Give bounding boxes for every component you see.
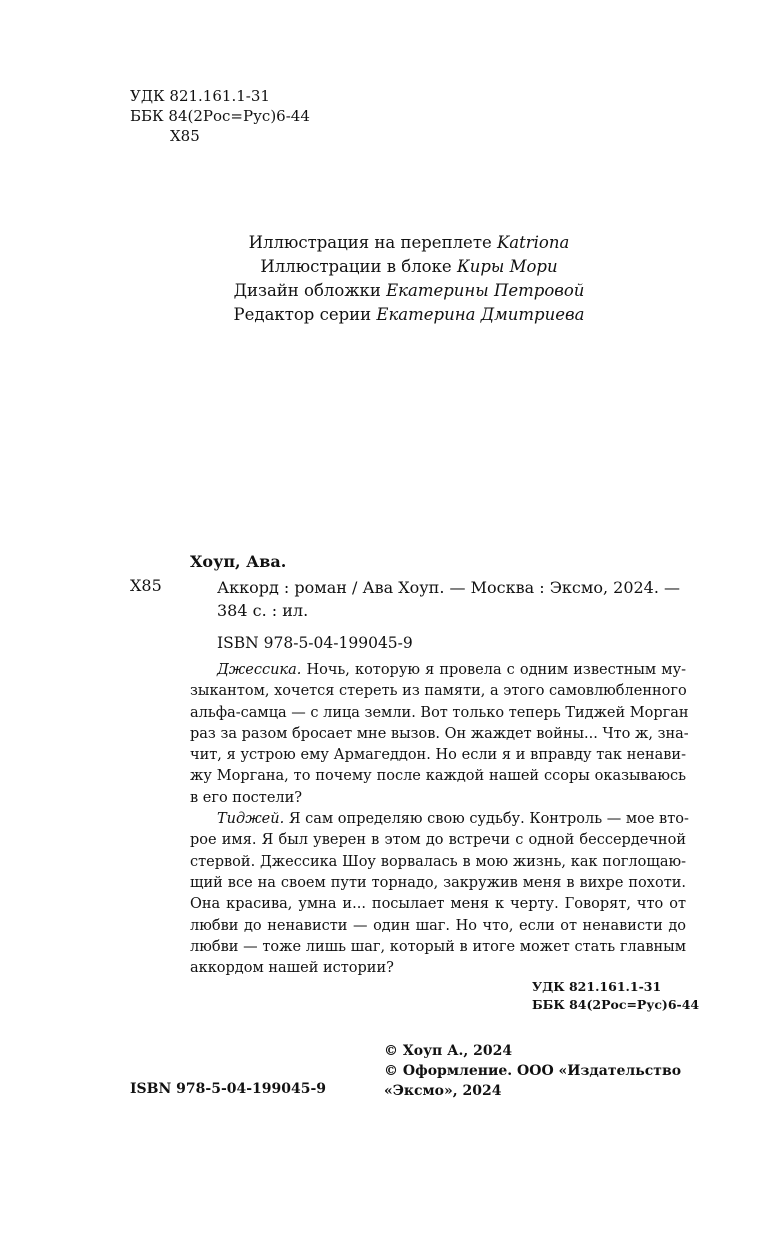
annotation-line: щий все на своем пути торнадо, закружив меня в вихре похоти.: [190, 874, 686, 891]
credit-line: Иллюстрации в блоке Киры Мори: [260, 257, 558, 276]
catalog-entry: [217, 576, 680, 622]
catalog-author-mark: Х85: [130, 576, 162, 595]
bottom-classification-codes: [532, 978, 699, 1014]
author-mark: Х85: [170, 127, 200, 145]
annotation-line: раз за разом бросает мне вызов. Он жаждет войны... Что ж, зна-: [190, 725, 689, 742]
annotation-line: стервой. Джессика Шоу ворвалась в мою жизнь, как поглощаю-: [190, 853, 686, 870]
credit-line: Иллюстрация на переплете Katriona: [248, 233, 570, 252]
udk-code: УДК 821.161.1-31: [532, 979, 662, 994]
catalog-entry-line: 384 с. : ил.: [217, 601, 309, 620]
annotation-line: альфа-самца — с лица земли. Вот только теперь Тиджей Морган: [190, 704, 689, 721]
catalog-author-heading: Хоуп, Ава.: [190, 552, 287, 571]
top-classification-codes: [130, 86, 310, 146]
annotation-line: Тиджей. Я сам определяю свою судьбу. Контроль — мое вто-: [217, 811, 689, 828]
copyright-line: «Эксмо», 2024: [384, 1083, 502, 1099]
annotation-line: любви — тоже лишь шаг, который в итоге может стать главным: [190, 938, 686, 955]
annotation-line: чит, я устрою ему Армагеддон. Но если я и вправду так ненави-: [190, 747, 686, 764]
annotation-line: аккордом нашей истории?: [190, 960, 394, 977]
bbk-code: ББК 84(2Рос=Рус)6-44: [532, 997, 700, 1012]
annotation-line: зыкантом, хочется стереть из памяти, а этого самовлюбленного: [190, 683, 687, 700]
bottom-isbn: ISBN 978-5-04-199045-9: [130, 1081, 327, 1097]
credits-block: [0, 231, 768, 327]
annotation: [190, 660, 689, 979]
annotation-line: Она красива, умна и... посылает меня к черту. Говорят, что от: [190, 896, 686, 913]
copyright-line: © Хоуп А., 2024: [384, 1043, 513, 1059]
bbk-code: ББК 84(2Рос=Рус)6-44: [130, 107, 310, 125]
annotation-line: любви до ненависти — один шаг. Но что, если от ненависти до: [190, 917, 686, 934]
annotation-line: жу Моргана, то почему после каждой нашей ссоры оказываюсь: [190, 768, 686, 785]
copyright-line: © Оформление. ООО «Издательство: [384, 1063, 682, 1079]
annotation-line: в его постели?: [190, 789, 303, 806]
catalog-entry-line: Аккорд : роман / Ава Хоуп. — Москва : Эксмо, 2024. —: [217, 578, 681, 597]
catalog-isbn: ISBN 978-5-04-199045-9: [217, 634, 413, 652]
annotation-line: рое имя. Я был уверен в этом до встречи с одной бессердечной: [190, 832, 686, 849]
credit-line: Редактор серии Екатерина Дмитриева: [233, 305, 585, 324]
udk-code: УДК 821.161.1-31: [130, 87, 270, 105]
annotation-line: Джессика. Ночь, которую я провела с одним известным му-: [217, 662, 686, 678]
copyright-block: [384, 1041, 681, 1101]
credit-line: Дизайн обложки Екатерины Петровой: [233, 281, 585, 300]
